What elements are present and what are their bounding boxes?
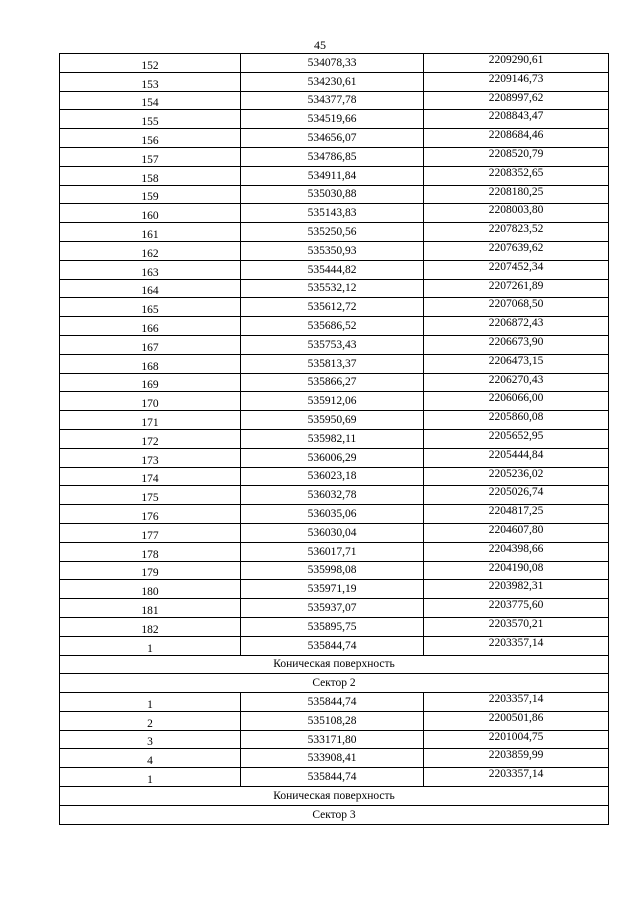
y-coordinate-cell: 2205860,08 (424, 411, 609, 430)
y-coordinate-cell: 2208352,65 (424, 166, 609, 185)
table-row (60, 204, 609, 223)
y-coordinate-cell: 2203775,60 (424, 599, 609, 618)
y-coordinate-cell: 2200501,86 (424, 711, 609, 730)
table-row (60, 486, 609, 505)
table-body-sections (60, 655, 609, 693)
table-body-sector-2 (60, 693, 609, 787)
x-coordinate-cell: 535971,19 (241, 580, 424, 599)
section-title-sector-3: Сектор 3 (60, 805, 609, 824)
y-coordinate-cell: 2204817,25 (424, 505, 609, 524)
x-coordinate-cell: 536035,06 (241, 505, 424, 524)
x-coordinate-cell: 535844,74 (241, 693, 424, 712)
section-row (60, 674, 609, 693)
y-coordinate-cell: 2209146,73 (424, 72, 609, 91)
x-coordinate-cell: 535895,75 (241, 617, 424, 636)
y-coordinate-cell: 2203357,14 (424, 768, 609, 787)
x-coordinate-cell: 535912,06 (241, 392, 424, 411)
y-coordinate-cell: 2204190,08 (424, 561, 609, 580)
table-row (60, 749, 609, 768)
table-row (60, 505, 609, 524)
x-coordinate-cell: 533171,80 (241, 730, 424, 749)
x-coordinate-cell: 535532,12 (241, 279, 424, 298)
point-number-cell: 154 (60, 91, 241, 110)
table-row (60, 711, 609, 730)
table-row (60, 260, 609, 279)
y-coordinate-cell: 2207068,50 (424, 298, 609, 317)
point-number-cell: 181 (60, 599, 241, 618)
table-row (60, 448, 609, 467)
point-number-cell: 180 (60, 580, 241, 599)
table-row (60, 298, 609, 317)
table-row (60, 768, 609, 787)
table-row (60, 335, 609, 354)
x-coordinate-cell: 535866,27 (241, 373, 424, 392)
table-body-points (60, 54, 609, 656)
point-number-cell: 162 (60, 241, 241, 260)
point-number-cell: 171 (60, 411, 241, 430)
table-row (60, 523, 609, 542)
point-number-cell: 175 (60, 486, 241, 505)
table-row (60, 72, 609, 91)
x-coordinate-cell: 535350,93 (241, 241, 424, 260)
y-coordinate-cell: 2206673,90 (424, 335, 609, 354)
y-coordinate-cell: 2208684,46 (424, 129, 609, 148)
x-coordinate-cell: 536006,29 (241, 448, 424, 467)
point-number-cell: 165 (60, 298, 241, 317)
point-number-cell: 159 (60, 185, 241, 204)
y-coordinate-cell: 2208997,62 (424, 91, 609, 110)
point-number-cell: 178 (60, 542, 241, 561)
section-title-conical-surface: Коническая поверхность (60, 655, 609, 674)
x-coordinate-cell: 534911,84 (241, 166, 424, 185)
table-row (60, 279, 609, 298)
x-coordinate-cell: 535686,52 (241, 317, 424, 336)
point-number-cell: 179 (60, 561, 241, 580)
page-number: 45 (314, 38, 326, 52)
table-row (60, 185, 609, 204)
x-coordinate-cell: 534786,85 (241, 147, 424, 166)
point-number-cell: 156 (60, 129, 241, 148)
y-coordinate-cell: 2204398,66 (424, 542, 609, 561)
point-number-cell: 168 (60, 354, 241, 373)
point-number-cell: 170 (60, 392, 241, 411)
y-coordinate-cell: 2205444,84 (424, 448, 609, 467)
x-coordinate-cell: 536023,18 (241, 467, 424, 486)
table-body-sections-2 (60, 787, 609, 825)
point-number-cell: 153 (60, 72, 241, 91)
point-number-cell: 3 (60, 730, 241, 749)
x-coordinate-cell: 534078,33 (241, 54, 424, 73)
table-row (60, 599, 609, 618)
point-number-cell: 163 (60, 260, 241, 279)
y-coordinate-cell: 2206066,00 (424, 392, 609, 411)
coordinates-table (59, 53, 609, 825)
y-coordinate-cell: 2205652,95 (424, 429, 609, 448)
table-row (60, 241, 609, 260)
y-coordinate-cell: 2205236,02 (424, 467, 609, 486)
table-row (60, 54, 609, 73)
x-coordinate-cell: 535950,69 (241, 411, 424, 430)
table-row (60, 411, 609, 430)
point-number-cell: 160 (60, 204, 241, 223)
point-number-cell: 164 (60, 279, 241, 298)
point-number-cell: 172 (60, 429, 241, 448)
x-coordinate-cell: 535844,74 (241, 636, 424, 655)
point-number-cell: 1 (60, 693, 241, 712)
y-coordinate-cell: 2207823,52 (424, 223, 609, 242)
x-coordinate-cell: 534230,61 (241, 72, 424, 91)
y-coordinate-cell: 2203982,31 (424, 580, 609, 599)
y-coordinate-cell: 2206473,15 (424, 354, 609, 373)
table-row (60, 730, 609, 749)
x-coordinate-cell: 533908,41 (241, 749, 424, 768)
y-coordinate-cell: 2203859,99 (424, 749, 609, 768)
x-coordinate-cell: 535844,74 (241, 768, 424, 787)
section-row (60, 805, 609, 824)
table-row (60, 561, 609, 580)
point-number-cell: 174 (60, 467, 241, 486)
section-title-conical-surface: Коническая поверхность (60, 787, 609, 806)
point-number-cell: 169 (60, 373, 241, 392)
point-number-cell: 158 (60, 166, 241, 185)
y-coordinate-cell: 2208520,79 (424, 147, 609, 166)
y-coordinate-cell: 2207261,89 (424, 279, 609, 298)
y-coordinate-cell: 2208843,47 (424, 110, 609, 129)
table-row (60, 429, 609, 448)
x-coordinate-cell: 536030,04 (241, 523, 424, 542)
table-row (60, 129, 609, 148)
table-row (60, 317, 609, 336)
y-coordinate-cell: 2205026,74 (424, 486, 609, 505)
x-coordinate-cell: 535250,56 (241, 223, 424, 242)
table-row (60, 617, 609, 636)
y-coordinate-cell: 2207639,62 (424, 241, 609, 260)
section-row (60, 787, 609, 806)
y-coordinate-cell: 2204607,80 (424, 523, 609, 542)
table-row (60, 147, 609, 166)
x-coordinate-cell: 535108,28 (241, 711, 424, 730)
point-number-cell: 157 (60, 147, 241, 166)
point-number-cell: 182 (60, 617, 241, 636)
y-coordinate-cell: 2203357,14 (424, 636, 609, 655)
x-coordinate-cell: 535030,88 (241, 185, 424, 204)
point-number-cell: 177 (60, 523, 241, 542)
point-number-cell: 155 (60, 110, 241, 129)
point-number-cell: 176 (60, 505, 241, 524)
x-coordinate-cell: 535612,72 (241, 298, 424, 317)
point-number-cell: 1 (60, 636, 241, 655)
y-coordinate-cell: 2207452,34 (424, 260, 609, 279)
point-number-cell: 161 (60, 223, 241, 242)
section-row (60, 655, 609, 674)
x-coordinate-cell: 535998,08 (241, 561, 424, 580)
point-number-cell: 167 (60, 335, 241, 354)
x-coordinate-cell: 536017,71 (241, 542, 424, 561)
point-number-cell: 4 (60, 749, 241, 768)
x-coordinate-cell: 535143,83 (241, 204, 424, 223)
x-coordinate-cell: 536032,78 (241, 486, 424, 505)
y-coordinate-cell: 2206270,43 (424, 373, 609, 392)
table-row (60, 542, 609, 561)
x-coordinate-cell: 535813,37 (241, 354, 424, 373)
x-coordinate-cell: 534519,66 (241, 110, 424, 129)
table-row (60, 467, 609, 486)
x-coordinate-cell: 534377,78 (241, 91, 424, 110)
table-row (60, 636, 609, 655)
table-row (60, 373, 609, 392)
x-coordinate-cell: 535753,43 (241, 335, 424, 354)
table-row (60, 223, 609, 242)
point-number-cell: 173 (60, 448, 241, 467)
y-coordinate-cell: 2208180,25 (424, 185, 609, 204)
point-number-cell: 152 (60, 54, 241, 73)
section-title-sector-2: Сектор 2 (60, 674, 609, 693)
y-coordinate-cell: 2208003,80 (424, 204, 609, 223)
table-row (60, 91, 609, 110)
x-coordinate-cell: 535982,11 (241, 429, 424, 448)
table-row (60, 580, 609, 599)
y-coordinate-cell: 2203357,14 (424, 693, 609, 712)
y-coordinate-cell: 2201004,75 (424, 730, 609, 749)
table-row (60, 392, 609, 411)
table-row (60, 693, 609, 712)
point-number-cell: 1 (60, 768, 241, 787)
table-row (60, 166, 609, 185)
point-number-cell: 2 (60, 711, 241, 730)
x-coordinate-cell: 534656,07 (241, 129, 424, 148)
point-number-cell: 166 (60, 317, 241, 336)
table-row (60, 110, 609, 129)
x-coordinate-cell: 535444,82 (241, 260, 424, 279)
y-coordinate-cell: 2206872,43 (424, 317, 609, 336)
table-row (60, 354, 609, 373)
y-coordinate-cell: 2209290,61 (424, 54, 609, 73)
y-coordinate-cell: 2203570,21 (424, 617, 609, 636)
x-coordinate-cell: 535937,07 (241, 599, 424, 618)
